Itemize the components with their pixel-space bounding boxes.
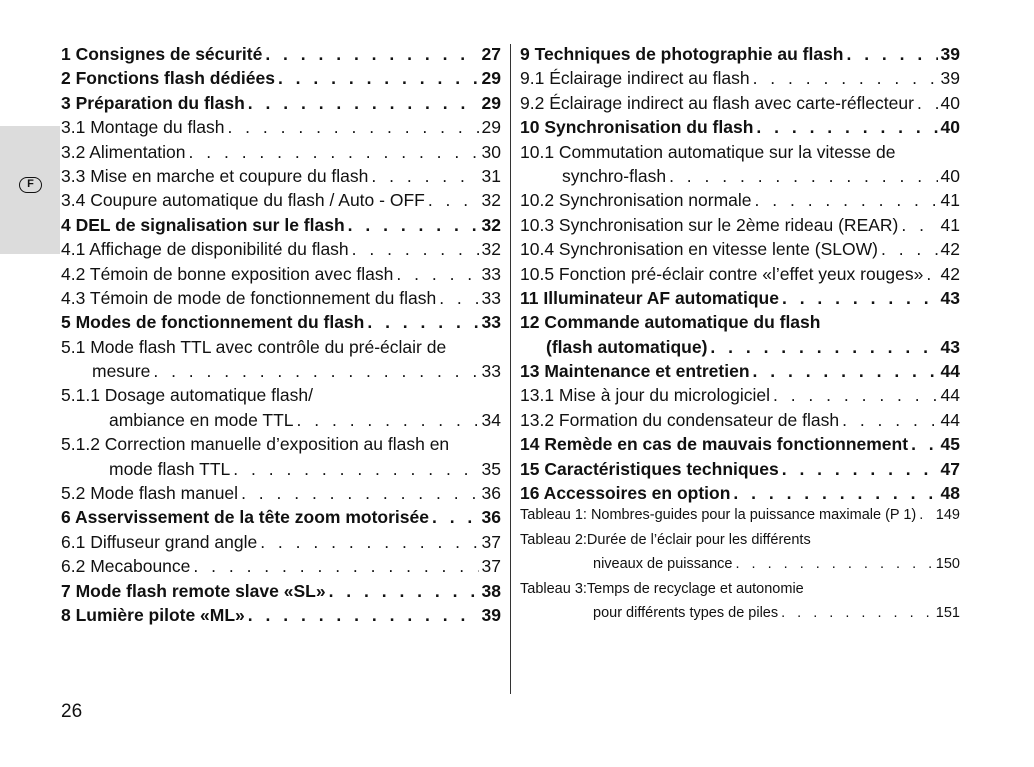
dot-leader — [753, 68, 938, 89]
dot-leader — [241, 483, 478, 504]
toc-entry-title: Tableau 1: Nombres-guides pour la puissance maximale (P 1) — [520, 507, 917, 524]
toc-entry-page: 40 — [940, 92, 960, 113]
dot-leader — [352, 239, 479, 260]
toc-entry — [61, 93, 501, 117]
toc-entry-title: 4.2 Témoin de bonne exposition avec flash — [61, 263, 394, 284]
dot-leader — [432, 507, 479, 528]
toc-entry — [520, 605, 960, 629]
toc-entry-title: 6 Asservissement de la tête zoom motorisée — [61, 507, 429, 528]
toc-entry-page: 150 — [935, 556, 960, 573]
dot-leader — [396, 264, 478, 285]
toc-entry-page: 42 — [940, 239, 960, 260]
toc-entry-title: 10.1 Commutation automatique sur la vitesse de — [520, 141, 896, 162]
dot-leader — [348, 215, 479, 236]
toc-entry-title: 3.3 Mise en marche et coupure du flash — [61, 165, 369, 186]
toc-entry — [61, 337, 501, 361]
toc-entry — [61, 483, 501, 507]
toc-entry-page: 44 — [940, 409, 960, 430]
toc-entry-page: 33 — [481, 361, 501, 382]
toc-entry-title: 6.1 Diffuseur grand angle — [61, 531, 258, 552]
dot-leader — [248, 93, 479, 114]
toc-entry-title: mode flash TTL — [109, 458, 231, 479]
toc-entry-page: 31 — [481, 165, 501, 186]
toc-entry-title: 10 Synchronisation du flash — [520, 117, 754, 138]
toc-entry — [61, 532, 501, 556]
toc-entry — [61, 44, 501, 68]
dot-leader — [911, 434, 937, 455]
dot-leader — [371, 166, 478, 187]
dot-leader — [297, 410, 479, 431]
toc-entry-page: 41 — [940, 190, 960, 211]
toc-entry — [520, 190, 960, 214]
dot-leader — [781, 605, 933, 621]
dot-leader — [842, 410, 937, 431]
toc-entry-page: 42 — [940, 263, 960, 284]
toc-right-column — [520, 44, 960, 629]
toc-entry-title: 4 DEL de signalisation sur le flash — [61, 214, 345, 235]
toc-entry — [520, 142, 960, 166]
toc-entry-title: 10.5 Fonction pré-éclair contre «l’effet yeux rouges» — [520, 263, 924, 284]
toc-entry-page: 35 — [481, 458, 501, 479]
toc-entry-page: 33 — [481, 263, 501, 284]
toc-entry-page: 27 — [481, 44, 501, 64]
dot-leader — [153, 361, 478, 382]
toc-entry-page: 34 — [481, 409, 501, 430]
toc-entry — [61, 507, 501, 531]
toc-entry-title: 10.3 Synchronisation sur le 2ème rideau (REAR) — [520, 214, 899, 235]
toc-entry-page: 36 — [481, 483, 501, 504]
toc-entry-title: 15 Caractéristiques techniques — [520, 458, 779, 479]
toc-entry — [61, 434, 501, 458]
toc-entry-title: 4.3 Témoin de mode de fonctionnement du flash — [61, 287, 437, 308]
toc-entry — [61, 190, 501, 214]
dot-leader — [773, 385, 938, 406]
dot-leader — [189, 142, 479, 163]
toc-entry-page: 40 — [940, 165, 960, 186]
toc-entry-title: 5 Modes de fonctionnement du flash — [61, 312, 365, 333]
toc-entry — [520, 459, 960, 483]
toc-entry-page: 29 — [481, 92, 501, 113]
toc-entry-title: Tableau 3:Temps de recyclage et autonomie — [520, 580, 804, 597]
dot-leader — [227, 117, 478, 138]
dot-leader — [248, 605, 479, 626]
toc-entry — [520, 556, 960, 580]
toc-entry-title: niveaux de puissance — [593, 556, 733, 573]
toc-entry-title: 11 Illuminateur AF automatique — [520, 287, 779, 308]
toc-entry-page: 39 — [940, 44, 960, 64]
toc-entry — [61, 288, 501, 312]
toc-entry-title: 5.2 Mode flash manuel — [61, 483, 239, 504]
toc-entry-title: 3.4 Coupure automatique du flash / Auto - OFF — [61, 190, 425, 211]
dot-leader — [919, 507, 933, 523]
toc-entry-title: 12 Commande automatique du flash — [520, 312, 821, 333]
toc-entry-page: 32 — [481, 239, 501, 260]
toc-entry — [520, 312, 960, 336]
dot-leader — [367, 312, 478, 333]
toc-entry — [520, 93, 960, 117]
toc-entry-page: 36 — [481, 507, 501, 528]
dot-leader — [439, 288, 478, 309]
toc-entry-title: pour différents types de piles — [593, 604, 779, 621]
toc-entry — [520, 337, 960, 361]
toc-entry-page: 40 — [940, 117, 960, 138]
page-number: 26 — [61, 701, 83, 722]
toc-entry-page: 43 — [940, 336, 960, 357]
toc-entry-title: 13.1 Mise à jour du micrologiciel — [520, 385, 770, 406]
dot-leader — [329, 581, 479, 602]
toc-entry-title: 5.1 Mode flash TTL avec contrôle du pré-éclair de — [61, 336, 447, 357]
toc-entry-title: 7 Mode flash remote slave «SL» — [61, 580, 326, 601]
toc-entry-page: 39 — [481, 604, 501, 625]
toc-entry-page: 43 — [940, 287, 960, 308]
dot-leader — [260, 532, 478, 553]
toc-entry — [520, 264, 960, 288]
toc-entry — [61, 581, 501, 605]
toc-entry — [520, 434, 960, 458]
toc-entry — [61, 385, 501, 409]
toc-entry-title: 2 Fonctions flash dédiées — [61, 68, 275, 89]
dot-leader — [881, 239, 938, 260]
dot-leader — [782, 459, 938, 480]
toc-entry — [61, 117, 501, 141]
toc-entry-page: 29 — [481, 68, 501, 89]
toc-entry-title: 13.2 Formation du condensateur de flash — [520, 409, 840, 430]
dot-leader — [733, 483, 937, 504]
toc-entry-title: ambiance en mode TTL — [109, 409, 294, 430]
toc-entry-title: 10.4 Synchronisation en vitesse lente (SLOW) — [520, 239, 878, 260]
toc-entry-page: 32 — [481, 190, 501, 211]
toc-entry-title: 8 Lumière pilote «ML» — [61, 604, 245, 625]
toc-entry-page: 151 — [935, 604, 960, 621]
dot-leader — [428, 190, 479, 211]
toc-entry-page: 33 — [481, 312, 501, 333]
toc-entry — [61, 459, 501, 483]
toc-entry-title: 13 Maintenance et entretien — [520, 361, 750, 382]
toc-entry-page: 33 — [481, 287, 501, 308]
toc-entry-title: 16 Accessoires en option — [520, 483, 731, 504]
toc-entry-title: 9 Techniques de photographie au flash — [520, 44, 844, 64]
toc-entry — [61, 68, 501, 92]
toc-entry-page: 29 — [481, 117, 501, 138]
toc-entry-title: 14 Remède en cas de mauvais fonctionnement — [520, 434, 909, 455]
dot-leader — [756, 117, 937, 138]
toc-entry-title: 6.2 Mecabounce — [61, 556, 191, 577]
toc-entry-title: 1 Consignes de sécurité — [61, 44, 263, 64]
dot-leader — [753, 361, 938, 382]
toc-entry-title: mesure — [92, 361, 151, 382]
dot-leader — [669, 166, 937, 187]
dot-leader — [926, 264, 937, 285]
toc-entry — [61, 142, 501, 166]
toc-entry — [520, 385, 960, 409]
toc-entry-page: 37 — [481, 531, 501, 552]
toc-entry — [520, 68, 960, 92]
toc-entry — [520, 361, 960, 385]
toc-entry — [520, 410, 960, 434]
dot-leader — [233, 459, 478, 480]
toc-entry — [520, 117, 960, 141]
toc-entry-page: 45 — [940, 434, 960, 455]
toc-entry — [61, 361, 501, 385]
column-divider — [510, 44, 511, 694]
toc-entry-page: 41 — [940, 214, 960, 235]
toc-entry — [520, 215, 960, 239]
toc-entry — [61, 312, 501, 336]
toc-entry-page: 30 — [481, 141, 501, 162]
dot-leader — [755, 190, 938, 211]
toc-entry — [61, 605, 501, 629]
toc-entry-title: 9.2 Éclairage indirect au flash avec carte-réflecteur — [520, 92, 914, 113]
toc-entry-title: 5.1.1 Dosage automatique flash/ — [61, 385, 313, 406]
dot-leader — [917, 93, 938, 114]
toc-entry-page: 39 — [940, 68, 960, 89]
toc-entry — [61, 166, 501, 190]
toc-entry — [520, 44, 960, 68]
toc-entry — [520, 507, 960, 531]
toc-entry-title: 3.1 Montage du flash — [61, 117, 225, 138]
toc-entry-page: 149 — [935, 507, 960, 524]
toc-entry-page: 44 — [940, 361, 960, 382]
toc-entry — [61, 410, 501, 434]
toc-entry — [520, 239, 960, 263]
toc-entry — [520, 166, 960, 190]
dot-leader — [265, 44, 478, 65]
dot-leader — [735, 556, 932, 572]
toc-entry-title: 4.1 Affichage de disponibilité du flash — [61, 239, 349, 260]
toc-entry-title: (flash automatique) — [546, 336, 708, 357]
toc-entry — [61, 556, 501, 580]
toc-entry — [61, 239, 501, 263]
toc-entry-page: 47 — [940, 458, 960, 479]
toc-entry-page: 38 — [481, 580, 501, 601]
dot-leader — [710, 337, 937, 358]
dot-leader — [901, 215, 937, 236]
dot-leader — [782, 288, 938, 309]
toc-entry-page: 44 — [940, 385, 960, 406]
toc-entry-title: 3 Préparation du flash — [61, 92, 245, 113]
toc-entry-title: 3.2 Alimentation — [61, 141, 186, 162]
toc-entry-page: 48 — [940, 483, 960, 504]
toc-entry-title: synchro-flash — [562, 165, 667, 186]
toc-entry-page: 37 — [481, 556, 501, 577]
toc-entry-title: 5.1.2 Correction manuelle d’exposition au flash en — [61, 434, 450, 455]
toc-left-column — [61, 44, 501, 629]
toc-entry — [61, 264, 501, 288]
toc-entry-title: Tableau 2:Durée de l’éclair pour les différents — [520, 531, 811, 548]
toc-entry-title: 10.2 Synchronisation normale — [520, 190, 752, 211]
toc-entry-title: 9.1 Éclairage indirect au flash — [520, 68, 750, 89]
language-marker-f: F — [19, 177, 42, 193]
dot-leader — [846, 44, 937, 65]
toc-entry — [520, 483, 960, 507]
toc-entry — [61, 215, 501, 239]
dot-leader — [193, 556, 478, 577]
toc-entry — [520, 532, 960, 556]
dot-leader — [278, 68, 479, 89]
toc-entry-page: 32 — [481, 214, 501, 235]
toc-entry — [520, 288, 960, 312]
toc-entry — [520, 581, 960, 605]
